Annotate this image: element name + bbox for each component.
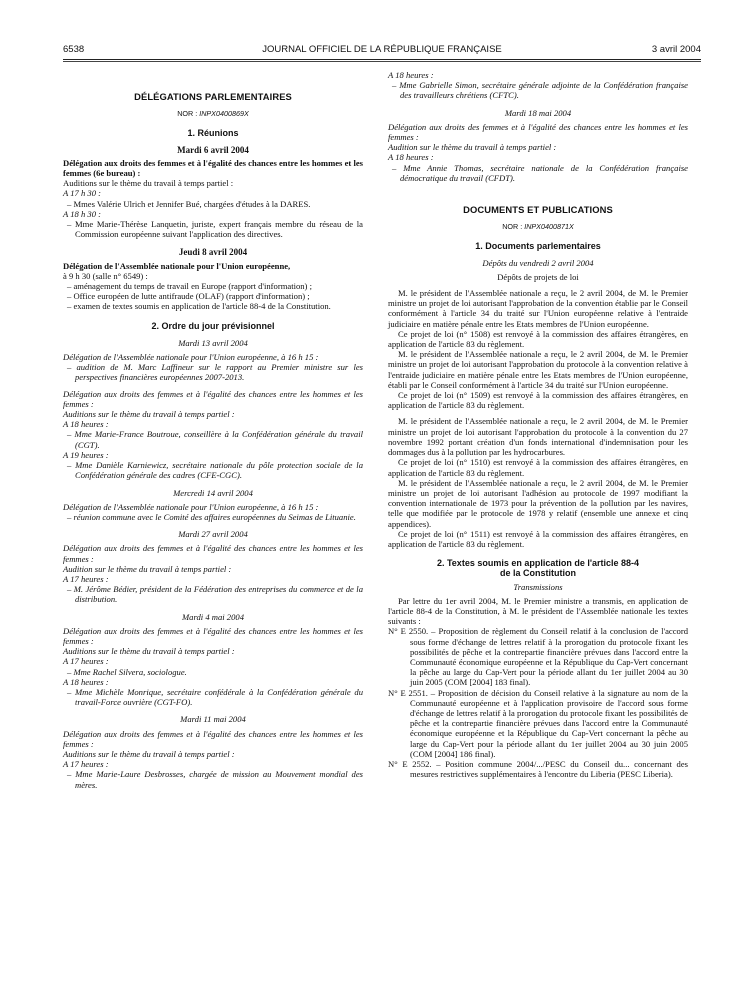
page-header: [63, 44, 701, 58]
list-item: – Mme Rachel Silvera, sociologue.: [67, 666, 187, 677]
date-jeudi-8: Jeudi 8 avril 2004: [178, 247, 248, 258]
delegation-text: Délégation de l'Assemblée nationale pour l'Union européenne, à 16 h 15 :: [63, 352, 319, 363]
paragraph: Ce projet de loi (n° 1510) est renvoyé à la commission des affaires étrangères, en application de l'article 83 du règlement.: [388, 457, 688, 478]
date-mardi-4-mai: Mardi 4 mai 2004: [182, 611, 244, 622]
paragraph: Ce projet de loi (n° 1511) est renvoyé à la commission des affaires étrangères, en application de l'article 83 du règlement.: [388, 528, 688, 549]
list-item: – réunion commune avec le Comité des affaires européennes du Seimas de Lituanie.: [67, 511, 356, 522]
list-item: – examen de textes soumis en application de l'article 88-4 de la Constitution.: [67, 301, 331, 312]
section-title-delegations: DÉLÉGATIONS PARLEMENTAIRES: [134, 91, 292, 102]
nor-code: INPX0400869X: [199, 109, 249, 119]
left-column: [63, 92, 363, 790]
audition-text: Audition sur le thème du travail à temps partiel :: [63, 563, 232, 574]
delegation-text: Délégation aux droits des femmes et à l'égalité des chances entre les hommes et les femmes (6e bureau) :: [63, 157, 363, 179]
list-item: – Mme Michèle Monrique, secrétaire confédérale à la Confédération générale du travail-Force ouvrière (CGT-FO).: [67, 686, 363, 708]
heading-documents-parlementaires: 1. Documents parlementaires: [475, 241, 601, 252]
paragraph: Ce projet de loi (n° 1508) est renvoyé à la commission des affaires étrangères, en application de l'article 83 du règlement.: [388, 328, 688, 350]
list-item: – aménagement du temps de travail en Europe (rapport d'information) ;: [67, 281, 312, 292]
time-text: A 19 heures :: [63, 449, 109, 460]
paragraph: M. le président de l'Assemblée nationale a reçu, le 2 avril 2004, de M. le Premier ministre un projet de loi autorisant l'approbation du protocole à la convention relative à l'entraide judiciaire en matière pénale entre les Etats membres de l'Union européenne, établi par le Conseil conformément à l'article 34 du traité sur l'Union européenne.: [388, 349, 688, 390]
nor-label: NOR :: [502, 222, 525, 232]
nor-reference: [388, 222, 688, 232]
date-mardi-6: Mardi 6 avril 2004: [177, 144, 249, 155]
issue-date: 3 avril 2004: [651, 44, 701, 55]
heading-line: 2. Textes soumis en application de l'article 88-4: [436, 558, 640, 569]
list-item: – Mme Marie-France Boutroue, conseillère à la Confédération générale du travail (CGT).: [67, 429, 363, 450]
header-rule-thin: [63, 61, 701, 62]
list-item: – Mme Marie-Thérèse Lanquetin, juriste, expert français membre du réseau de la Commission européenne suivant l'application des directives.: [67, 219, 363, 240]
journal-title: JOURNAL OFFICIEL DE LA RÉPUBLIQUE FRANÇAISE: [262, 44, 502, 55]
paragraph: M. le président de l'Assemblée nationale a reçu, le 2 avril 2004, de M. le Premier ministre un projet de loi autorisant l'approbation du protocole à la convention du 27 novembre 1992 portant création d'un fonds international d'indemnisation pour les dommages dus à la pollution par les hydrocarbures.: [388, 416, 688, 458]
audition-text: Auditions sur le thème du travail à temps partiel :: [63, 409, 235, 420]
depots-date: Dépôts du vendredi 2 avril 2004: [482, 257, 594, 268]
list-item: – M. Jérôme Bédier, président de la Fédération des entreprises du commerce et de la distribution.: [67, 584, 363, 605]
delegation-text: Délégation aux droits des femmes et à l'égalité des chances entre les hommes et les femmes :: [63, 625, 363, 646]
date-mardi-18-mai: Mardi 18 mai 2004: [504, 107, 572, 118]
heading-ordre-du-jour: 2. Ordre du jour prévisionnel: [151, 320, 275, 331]
delegation-text: Délégation aux droits des femmes et à l'égalité des chances entre les hommes et les femmes :: [63, 388, 363, 409]
time-text: A 17 heures :: [63, 656, 109, 667]
list-item: N° E 2550. – Proposition de règlement du Conseil relatif à la conclusion de l'accord sous forme d'échange de lettres relatif à la prorogation du protocole fixant les possibilités de pêche et la contrepartie financière prévues dans l'accord entre la Communauté économique européenne et la République du Cap-Vert concernant la pêche au large du Cap-Vert pour la période allant du 1er juillet 2004 au 30 juin 2005 (COM [2004] 183 final).: [388, 626, 688, 688]
list-item: – Mmes Valérie Ulrich et Jennifer Bué, chargées d'études à la DARES.: [67, 198, 311, 209]
nor-code: INPX0400871X: [524, 222, 574, 232]
paragraph: M. le président de l'Assemblée nationale a reçu, le 2 avril 2004, de M. le Premier ministre un projet de loi autorisant l'approbation de la convention établie par le Conseil conformément à l'article 34 du traité sur l'Union européenne relative à l'entraide judiciaire en matière pénale entre les Etats membres de l'Union européenne.: [388, 288, 688, 329]
list-item: N° E 2551. – Proposition de décision du Conseil relative à la signature au nom de la Communauté européenne et à l'application provisoire de l'accord sous forme d'échange de lettres relatif à la prorogation du protocole fixant les possibilités de pêche et la contrepartie financière prévues dans l'accord entre la Communauté économique européenne et la République du Cap-Vert concernant la pêche au large du Cap-Vert pour la période allant du 1er juillet 2004 au 30 juin 2005 (COM [2004] 186 final).: [388, 687, 688, 759]
heading-reunions: 1. Réunions: [187, 128, 239, 139]
audition-text: Auditions sur le thème du travail à temps partiel :: [63, 748, 235, 759]
list-item: – Mme Annie Thomas, secrétaire nationale de la Confédération française démocratique du travail (CFDT).: [392, 162, 688, 183]
list-item: – audition de M. Marc Laffineur sur le rapport au Premier ministre sur les perspectives financières européennes 2007-2013.: [67, 362, 363, 383]
paragraph: M. le président de l'Assemblée nationale a reçu, le 2 avril 2004, de M. le Premier ministre un projet de loi autorisant l'adhésion au protocole de 1997 modifiant la convention internationale de 1973 pour la prévention de la pollution par les navires, telle que modifiée par le protocole de 1978 y relatif (ensemble une annexe et cinq appendices).: [388, 477, 688, 529]
header-rule: [63, 59, 701, 60]
date-mercredi-14: Mercredi 14 avril 2004: [173, 487, 253, 498]
paragraph: Ce projet de loi (n° 1509) est renvoyé à la commission des affaires étrangères, en application de l'article 83 du règlement.: [388, 390, 688, 411]
time-text: A 18 h 30 :: [63, 208, 102, 219]
list-item: – Mme Gabrielle Simon, secrétaire générale adjointe de la Confédération française des travailleurs chrétiens (CFTC).: [392, 80, 688, 101]
time-text: à 9 h 30 (salle n° 6549) :: [63, 270, 148, 281]
list-item: – Mme Marie-Laure Desbrosses, chargée de mission au Mouvement mondial des mères.: [67, 769, 363, 790]
time-text: A 18 heures :: [388, 152, 434, 163]
date-mardi-11-mai: Mardi 11 mai 2004: [180, 714, 246, 725]
depots-title: Dépôts de projets de loi: [497, 271, 579, 282]
heading-textes-soumis: [388, 558, 688, 578]
audition-text: Auditions sur le thème du travail à temps partiel :: [63, 178, 234, 189]
date-mardi-27: Mardi 27 avril 2004: [178, 529, 248, 540]
list-item: – Mme Danièle Karniewicz, secrétaire nationale du pôle protection sociale de la Confédération générale des cadres (CFE-CGC).: [67, 460, 363, 481]
list-item: N° E 2552. – Position commune 2004/.../PESC du Conseil du... concernant des mesures restrictives supplémentaires à l'encontre du Liberia (PESC Liberia).: [388, 758, 688, 780]
delegation-text: Délégation de l'Assemblée nationale pour l'Union européenne, à 16 h 15 :: [63, 501, 319, 512]
date-mardi-13: Mardi 13 avril 2004: [178, 337, 248, 348]
time-text: A 17 heures :: [63, 759, 109, 770]
delegation-text: Délégation aux droits des femmes et à l'égalité des chances entre les hommes et les femmes :: [63, 543, 363, 564]
section-title-documents: DOCUMENTS ET PUBLICATIONS: [463, 204, 613, 216]
time-text: A 18 heures :: [388, 70, 434, 80]
right-column: [388, 70, 688, 779]
audition-text: Auditions sur le thème du travail à temps partiel :: [63, 646, 235, 657]
list-item: – Office européen de lutte antifraude (OLAF) (rapport d'information) ;: [67, 291, 310, 302]
transmissions-title: Transmissions: [513, 581, 563, 592]
delegation-text: Délégation aux droits des femmes et à l'égalité des chances entre les hommes et les femmes :: [63, 728, 363, 749]
nor-label: NOR :: [177, 109, 200, 119]
delegation-text: Délégation aux droits des femmes et à l'égalité des chances entre les hommes et les femmes :: [388, 121, 688, 143]
time-text: A 18 heures :: [63, 676, 109, 687]
time-text: A 18 heures :: [63, 419, 109, 430]
heading-line: de la Constitution: [500, 568, 576, 579]
page-number: 6538: [63, 44, 85, 55]
audition-text: Audition sur le thème du travail à temps partiel :: [388, 142, 557, 153]
time-text: A 17 heures :: [63, 573, 109, 584]
time-text: A 17 h 30 :: [63, 188, 102, 199]
nor-reference: [63, 109, 363, 119]
paragraph: Par lettre du 1er avril 2004, M. le Premier ministre a transmis, en application de l'article 88-4 de la Constitution, à M. le président de l'Assemblée nationale les textes suivants :: [388, 595, 688, 627]
delegation-text: Délégation de l'Assemblée nationale pour l'Union européenne,: [63, 260, 291, 271]
